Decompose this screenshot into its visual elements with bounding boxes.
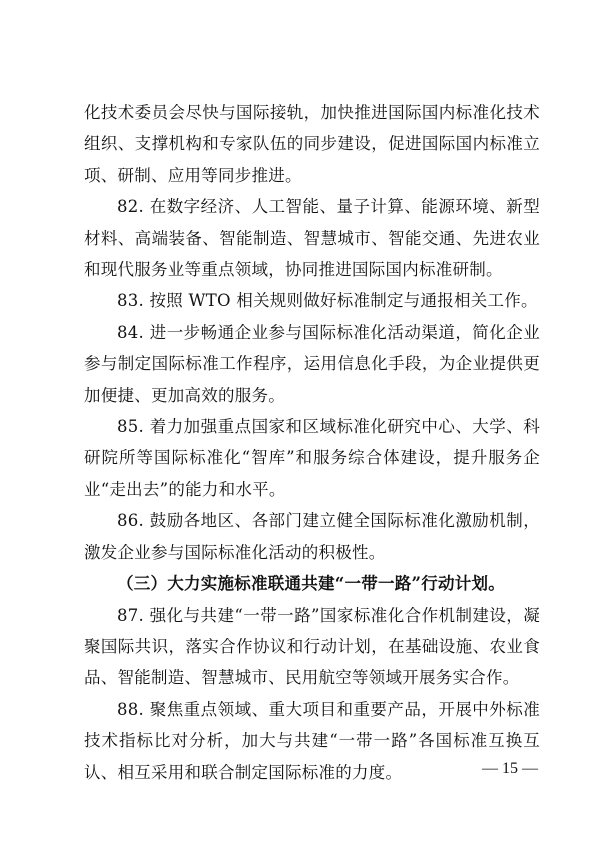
paragraph-continuation: 化技术委员会尽快与国际接轨，加快推进国际国内标准化技术组织、支撑机构和专家队伍的同步建设，促进国际国内标准立项、研制、应用等同步推进。	[84, 103, 540, 185]
paragraph-87: 87. 强化与共建“一带一路”国家标准化合作机制建设，凝聚国际共识，落实合作协议和行动计划，在基础设施、农业食品、智能制造、智慧城市、民用航空等领域开展务实合作。	[84, 605, 540, 688]
paragraph-86: 86. 鼓励各地区、各部门建立健全国际标准化激励机制，激发企业参与国际标准化活动的积极性。	[84, 511, 540, 562]
section-heading-3: （三）大力实施标准联通共建“一带一路”行动计划。	[117, 574, 505, 594]
paragraph-82: 82. 在数字经济、人工智能、量子计算、能源环境、新型材料、高端装备、智能制造、智慧城市、智能交通、先进农业和现代服务业等重点领域，协同推进国际国内标准研制。	[84, 197, 540, 280]
paragraph-85: 85. 着力加强重点国家和区域标准化研究中心、大学、科研院所等国际标准化“智库”和服务综合体建设，提升服务企业“走出去”的能力和水平。	[84, 417, 540, 499]
document-body	[84, 97, 540, 788]
paragraph-83: 83. 按照 WTO 相关规则做好标准制定与通报相关工作。	[117, 291, 538, 311]
paragraph-84: 84. 进一步畅通企业参与国际标准化活动渠道，简化企业参与制定国际标准工作程序，运用信息化手段，为企业提供更加便捷、更加高效的服务。	[84, 322, 540, 405]
paragraph-88: 88. 聚焦重点领域、重大项目和重要产品，开展中外标准技术指标比对分析，加大与共建“一带一路”各国标准互换互认、相互采用和联合制定国际标准的力度。	[84, 699, 540, 782]
page-number: — 15 —	[482, 760, 538, 777]
